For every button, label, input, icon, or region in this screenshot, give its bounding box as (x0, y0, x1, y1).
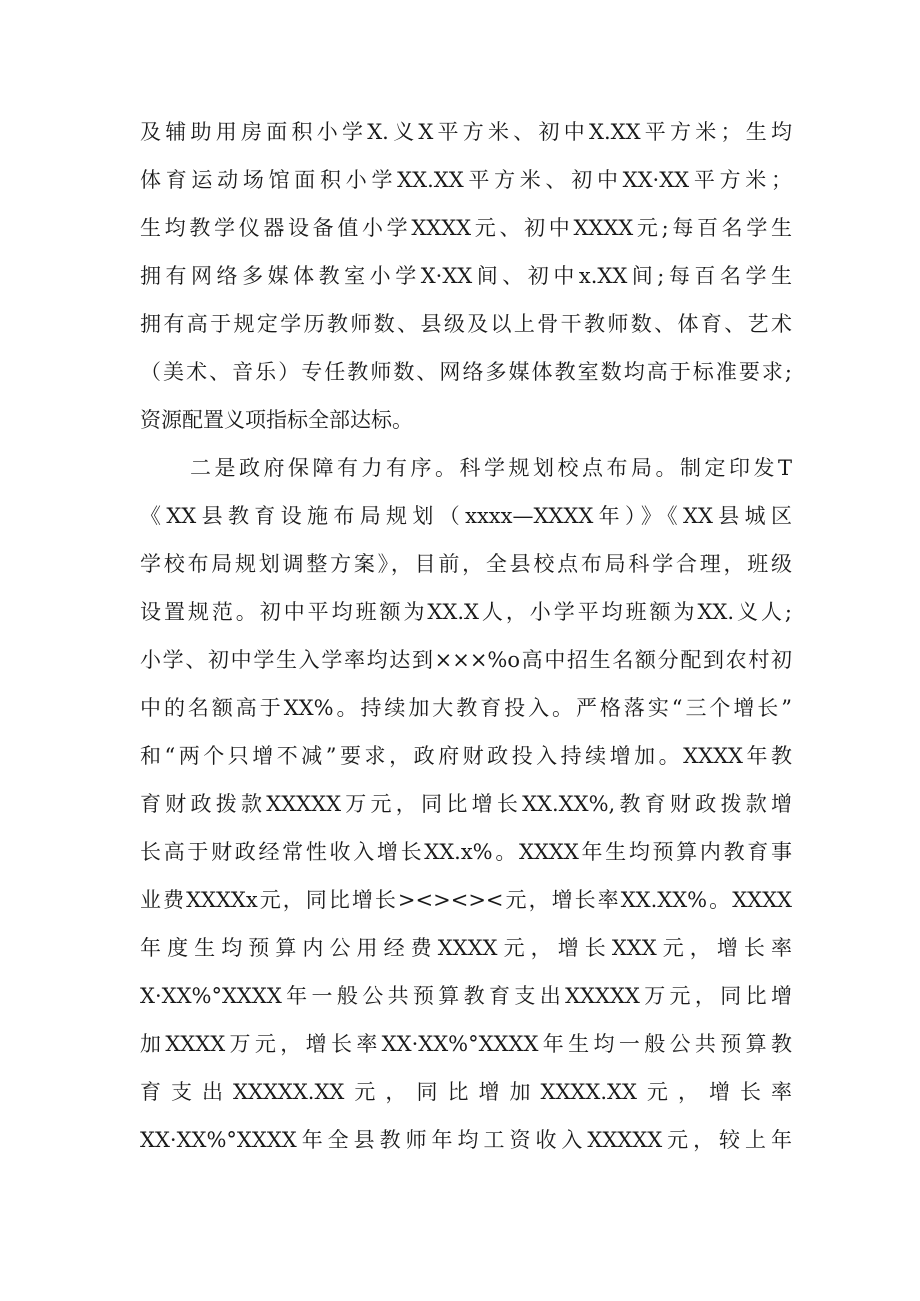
text-line-14: 和“两个只增不减”要求，政府财政投入持续增加。XXXX年教 (140, 744, 792, 768)
text-line-2: 体育运动场馆面积小学XX.XX平方米、初中XX·XX平方米； (140, 168, 792, 192)
text-line-7-paragraph-end: 资源配置义项指标全部达标。 (140, 408, 413, 432)
text-line-13: 中的名额高于XX%。持续加大教育投入。严格落实“三个增长” (140, 696, 792, 720)
text-line-19: X·XX%°XXXX年一般公共预算教育支出XXXXX万元，同比增 (140, 984, 792, 1008)
text-line-16: 长高于财政经常性收入增长XX.x%。XXXX年生均预算内教育事 (140, 840, 792, 864)
text-line-12: 小学、初中学生入学率均达到×××%o高中招生名额分配到农村初 (140, 648, 792, 672)
text-line-5: 拥有高于规定学历教师数、县级及以上骨干教师数、体育、艺术 (140, 312, 792, 336)
text-line-18: 年度生均预算内公用经费XXXX元，增长XXX元，增长率 (140, 936, 792, 960)
text-line-22: XX·XX%°XXXX年全县教师年均工资收入XXXXX元，较上年 (140, 1128, 792, 1152)
text-line-20: 加XXXX万元，增长率XX·XX%°XXXX年生均一般公共预算教 (140, 1032, 792, 1056)
text-line-6: （美术、音乐）专任教师数、网络多媒体教室数均高于标准要求; (140, 360, 792, 384)
text-line-10: 学校布局规划调整方案》，目前，全县校点布局科学合理，班级 (140, 552, 792, 576)
text-line-21: 育支出XXXXX.XX元，同比增加XXXX.XX元，增长率 (140, 1080, 792, 1104)
text-line-11: 设置规范。初中平均班额为XX.X人，小学平均班额为XX.义人; (140, 600, 792, 624)
text-line-1: 及辅助用房面积小学X.义X平方米、初中X.XX平方米；生均 (140, 120, 792, 144)
text-line-15: 育财政拨款XXXXX万元，同比增长XX.XX%,教育财政拨款增 (140, 792, 792, 816)
text-line-9: 《XX县教育设施布局规划（xxxx—XXXX年）》《XX县城区 (140, 504, 792, 528)
text-line-4: 拥有网络多媒体教室小学X·XX间、初中x.XX间;每百名学生 (140, 264, 792, 288)
text-line-17: 业费XXXXx元，同比增长><><><元，增长率XX.XX%。XXXX (140, 888, 792, 912)
text-line-3: 生均教学仪器设备值小学XXXX元、初中XXXX元;每百名学生 (140, 216, 792, 240)
text-line-8-paragraph-start: 二是政府保障有力有序。科学规划校点布局。制定印发T (190, 456, 792, 480)
